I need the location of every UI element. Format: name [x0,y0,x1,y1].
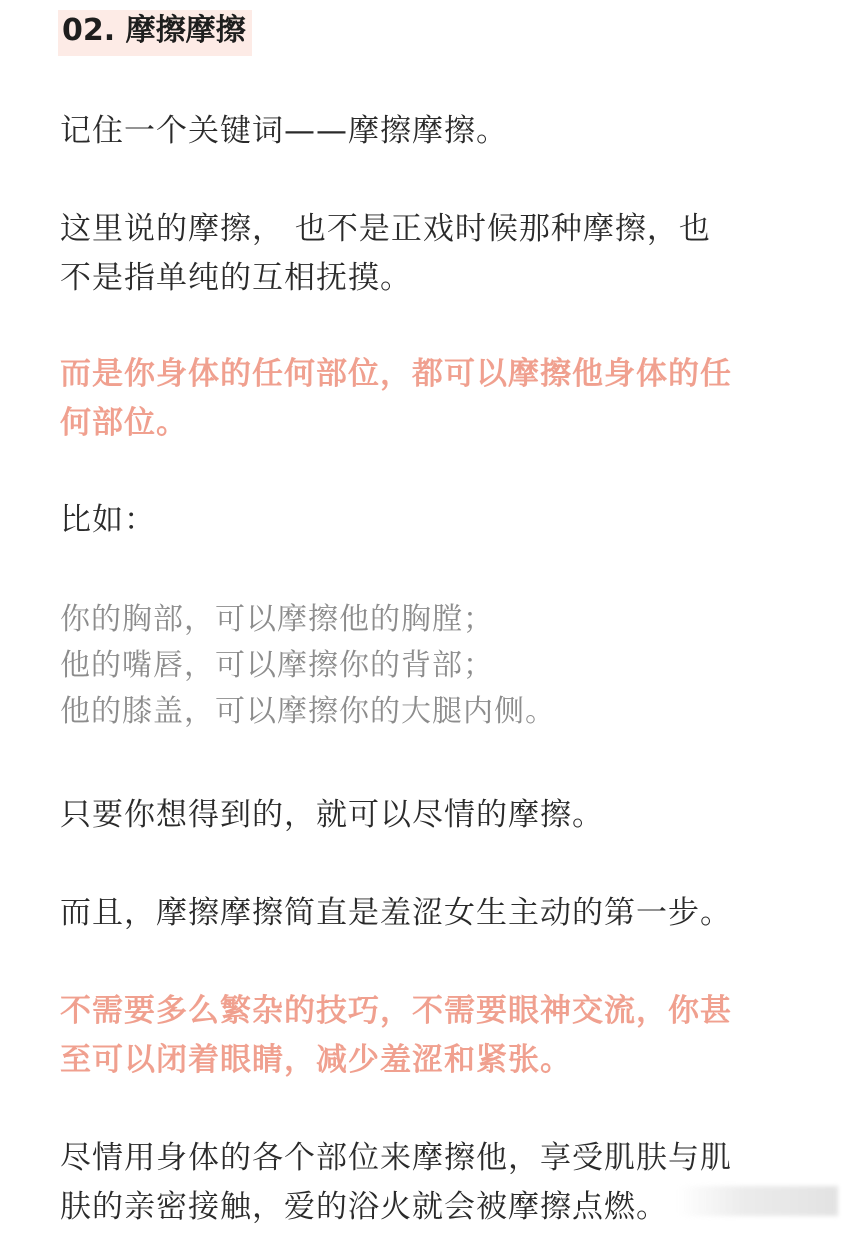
section-heading: 02. 摩擦摩擦 [58,10,252,56]
paragraph-line: 尽情用身体的各个部位来摩擦他，享受肌肤与肌 [60,1140,732,1176]
example-item: 你的胸部，可以摩擦他的胸膛； [60,602,494,637]
paragraph-line: 这里说的摩擦， 也不是正戏时候那种摩擦，也 [60,211,711,247]
paragraph-line: 不是指单纯的互相抚摸。 [60,260,412,296]
paragraph-conclusion [60,1134,800,1232]
paragraph-line: 只要你想得到的，就可以尽情的摩擦。 [60,797,604,833]
highlight-paragraph-no-skills [60,987,800,1085]
example-item: 他的嘴唇，可以摩擦你的背部； [60,648,494,683]
example-item: 他的膝盖，可以摩擦你的大腿内侧。 [60,694,556,729]
paragraph-line: 而且，摩擦摩擦简直是羞涩女生主动的第一步。 [60,895,732,931]
paragraph-imagination [60,791,800,840]
highlight-paragraph-body-parts [60,350,800,448]
paragraph-line: 至可以闭着眼睛，减少羞涩和紧张。 [60,1042,572,1078]
paragraph-for-example [60,496,800,545]
paragraph-line: 肤的亲密接触，爱的浴火就会被摩擦点燃。 [60,1189,668,1225]
paragraph-first-step [60,889,800,938]
paragraph-line: 而是你身体的任何部位，都可以摩擦他身体的任 [60,356,732,392]
paragraph-line: 记住一个关键词——摩擦摩擦。 [60,113,508,149]
paragraph-line: 不需要多么繁杂的技巧，不需要眼神交流，你甚 [60,993,732,1029]
blurred-watermark [678,1186,838,1216]
paragraph-explanation [60,205,800,303]
example-list [60,597,800,735]
paragraph-line: 何部位。 [60,405,188,441]
paragraph-line: 比如： [60,502,156,538]
paragraph-keyword [60,107,800,156]
